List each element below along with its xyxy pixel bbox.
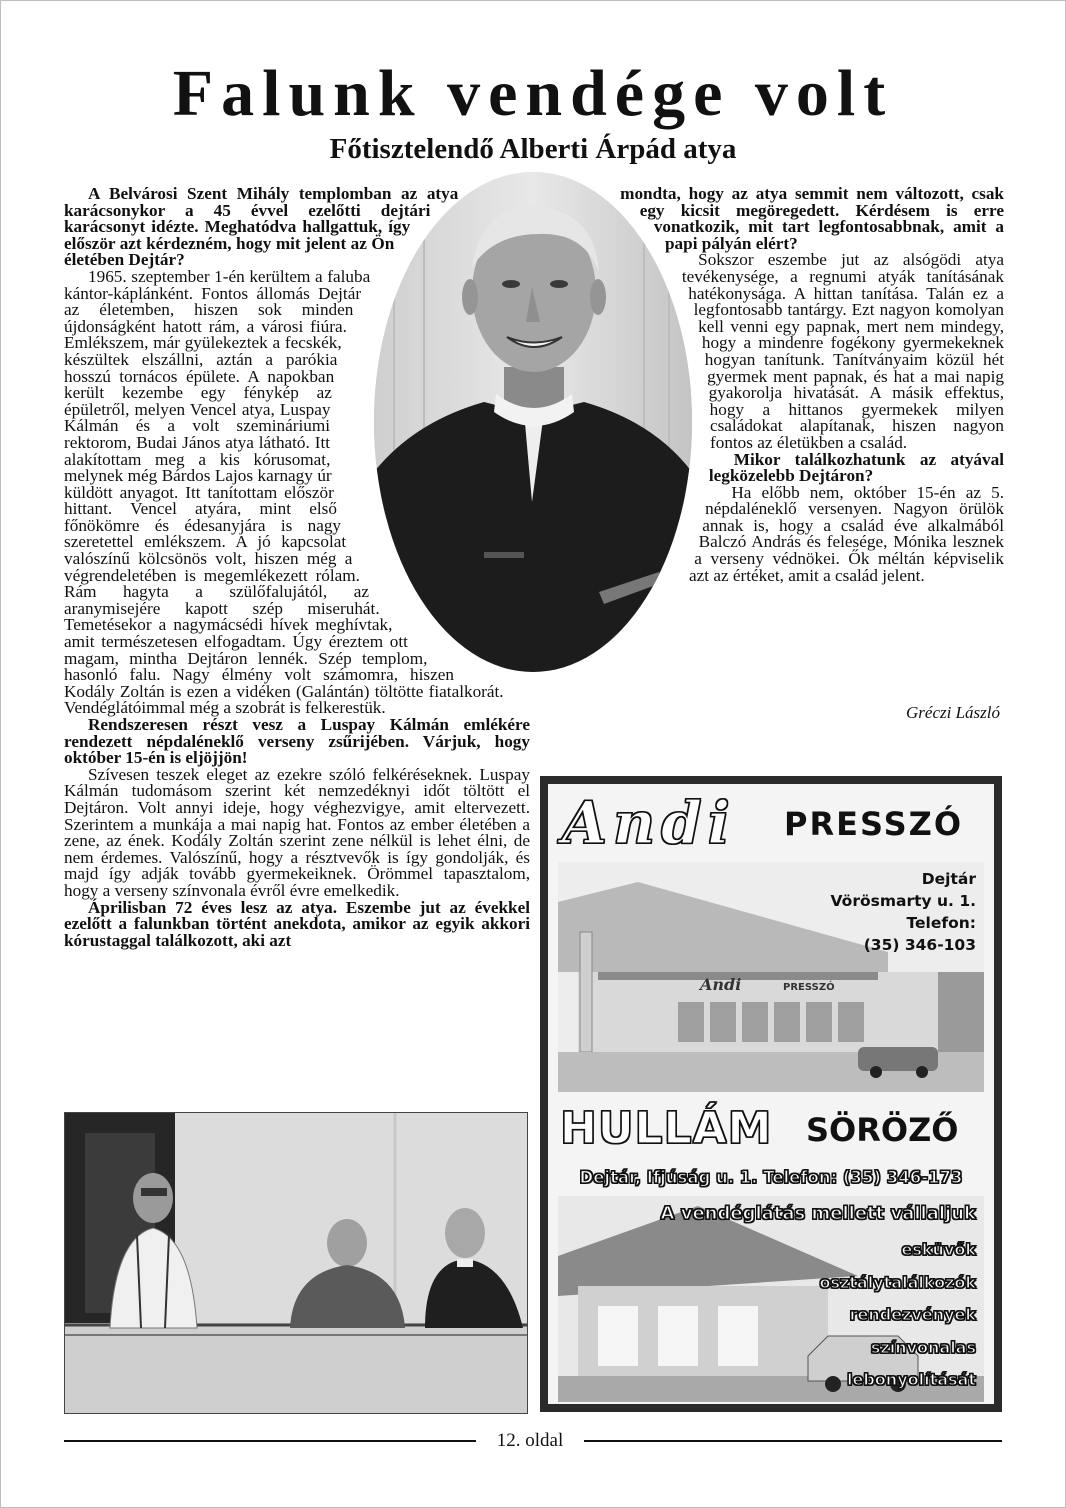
answer-4: Ha előbb nem, október 15-én az 5. népdaléneklő versenyen. Nagyon örülök annak is, hogy a család éve alkalmából Balczó András és felesége, Mónika lesznek a verseny védnökei. Ők méltán képviselik azt az értéket, amit a család jelent.	[689, 482, 1004, 585]
three-men-photo-illustration	[65, 1113, 527, 1413]
sorozo-contact: Dejtár, Ifjúság u. 1. Telefon: (35) 346-173	[579, 1168, 963, 1187]
service-item-reunions: osztálytalálkozók	[819, 1272, 976, 1292]
question-1: A Belvárosi Szent Mihály templomban az atya karácsonykor a 45 évvel ezelőtti dejtári karácsonyt idézte. Meghatódva hallgattuk, így először azt kérdezném, hogy mit jelent az Ön életében Dejtár?	[64, 184, 459, 270]
hullam-sorozo-header	[548, 1102, 994, 1160]
sign-presszo: PRESSZÓ	[783, 982, 835, 993]
footer-rule-left	[64, 1440, 476, 1442]
presszo-town: Dejtár	[921, 870, 976, 888]
sorozo-word: SÖRÖZŐ	[806, 1111, 959, 1149]
advertisement-box	[540, 776, 1002, 1412]
answer-1: 1965. szeptember 1-én kerültem a faluba kántor-káplánként. Fontos állomás Dejtár az életemben, hiszen sok minden újdonságként hatott rám, a városi fiúra. Emlékszem, már gyülekeztek a fecskék, készültek elszállni, aztán a parókia hosszú tornácos épülete. A napokban került kezembe egy fénykép az épületről, melyen Vencel atya, Luspay Kálmán és a volt szemináriumi rektorom, Budai János atya látható. Itt alakítottam meg a kis kórusomat, melynek még Bárdos Lajos karnagy úr küldött anyagot. Itt tanítottam először hittant. Vencel atyára, mint első főnökömre és édesanyjára is nagy szeretettel emlékszem. A jó kapcsolat valószínű kölcsönös volt, hiszen még a végrendeletében is megemlékezett rólam. Rám hagyta a szülőfalujától, az aranymisejére kapott szép miseruhát. Temetésekor a nagymácsédi hívek meghívtak, amit természetesen elfogadtam. Úgy éreztem ott magam, mintha Dejtáron lennék. Szép templom, hasonló falu. Nagy élmény volt számomra, hiszen Kodály Zoltán is ezen a vidéken (Galántán) töltötte fiatalkorát. Vendéglátóimmal még a szobrát is felkerestük.	[64, 266, 504, 718]
presszo-phone-label: Telefon:	[906, 914, 976, 932]
services-list	[819, 1234, 976, 1397]
presszo-phone: (35) 346-103	[863, 936, 976, 954]
service-item-weddings: esküvők	[901, 1240, 976, 1259]
question-3-continued: mondta, hogy az atya semmit nem változott, csak egy kicsit megöregedett. Kérdésem is erre vonatkozik, mit tart legfontosabbnak, amit a papi pályán elért?	[620, 184, 1004, 253]
presszo-street: Vörösmarty u. 1.	[830, 892, 976, 910]
oval-wrap-spacer-right	[570, 186, 710, 686]
question-4: Mikor találkozhatunk az atyával legközelebb Dejtáron?	[708, 449, 1004, 486]
article-author: Gréczi László	[906, 703, 1000, 722]
page-number: 12. oldal	[496, 1430, 564, 1451]
sign-andi: Andi	[700, 975, 742, 994]
article-subtitle: Főtisztelendő Alberti Árpád atya	[329, 133, 737, 165]
advertisement-content	[548, 784, 994, 1404]
article-left-column	[64, 186, 530, 949]
service-item-organisation: lebonyolítását	[847, 1370, 976, 1389]
answer-2: Szívesen teszek eleget az ezekre szóló felkéréseknek. Luspay Kálmán tudomásom szerint két nemzedéknyi időt töltött el Dejtáron. Volt annyi ideje, hogy véghezvigye, amit eltervezett. Szerintem a munkája a mai napig hat. Fontos az ember életében a zene, az ének. Kodály Zoltán szerint zene nélkül is lehet élni, de nem érdemes. Valószínű, hogy a résztvevők is így gondolják, és majd így adják tovább gyermekeiknek. Örömmel tapasztalom, hogy a verseny színvonala évről évre emelkedik.	[64, 764, 530, 900]
hullam-sorozo-photo	[558, 1196, 984, 1402]
answer-3: Sokszor eszembe jut az alsógödi atya tevékenysége, a regnumi atyák tanításának hatékonysága. A hittan tanítása. Talán ez a legfontosabb tantárgy. Ezt nagyon komolyan kell venni egy papnak, mert nem mindegy, hogy a mindenre fogékony gyermekeknek hogyan tanítunk. Tanítványaim közül hét gyermek ment papnak, és hat a mai napig gyakorolja hivatását. A másik effektus, hogy a hittanos gyermekek milyen családokat alapítanak, hiszen nagyon fontos az életükben a család.	[681, 250, 1004, 452]
services-intro: A vendéglátás mellett vállaljuk	[660, 1203, 976, 1224]
service-item-events: rendezvények	[849, 1305, 976, 1324]
article-title: Falunk vendége volt	[172, 57, 894, 130]
footer-rule-right	[584, 1440, 1002, 1442]
historic-group-photo	[64, 1112, 528, 1414]
andi-presszo-header	[548, 790, 994, 860]
article-right-column	[570, 186, 1004, 686]
presszo-word: PRESSZÓ	[784, 805, 964, 843]
question-3: Áprilisban 72 éves lesz az atya. Eszembe jut az évekkel ezelőtt a falunkban történt anekdota, amikor az egyik akkori kórustaggal találkozott, aki azt	[64, 897, 530, 950]
presszo-address-block	[831, 868, 976, 956]
hullam-logo: HULLÁM	[560, 1103, 773, 1154]
andi-script-logo: Andi	[562, 789, 736, 857]
service-item-quality: színvonalas	[870, 1337, 976, 1357]
andi-presszo-photo	[558, 862, 984, 1092]
question-2: Rendszeresen részt vesz a Luspay Kálmán emlékére rendezett népdaléneklő verseny zsűrijében. Várjuk, hogy október 15-én is eljöjjön!	[64, 715, 530, 768]
